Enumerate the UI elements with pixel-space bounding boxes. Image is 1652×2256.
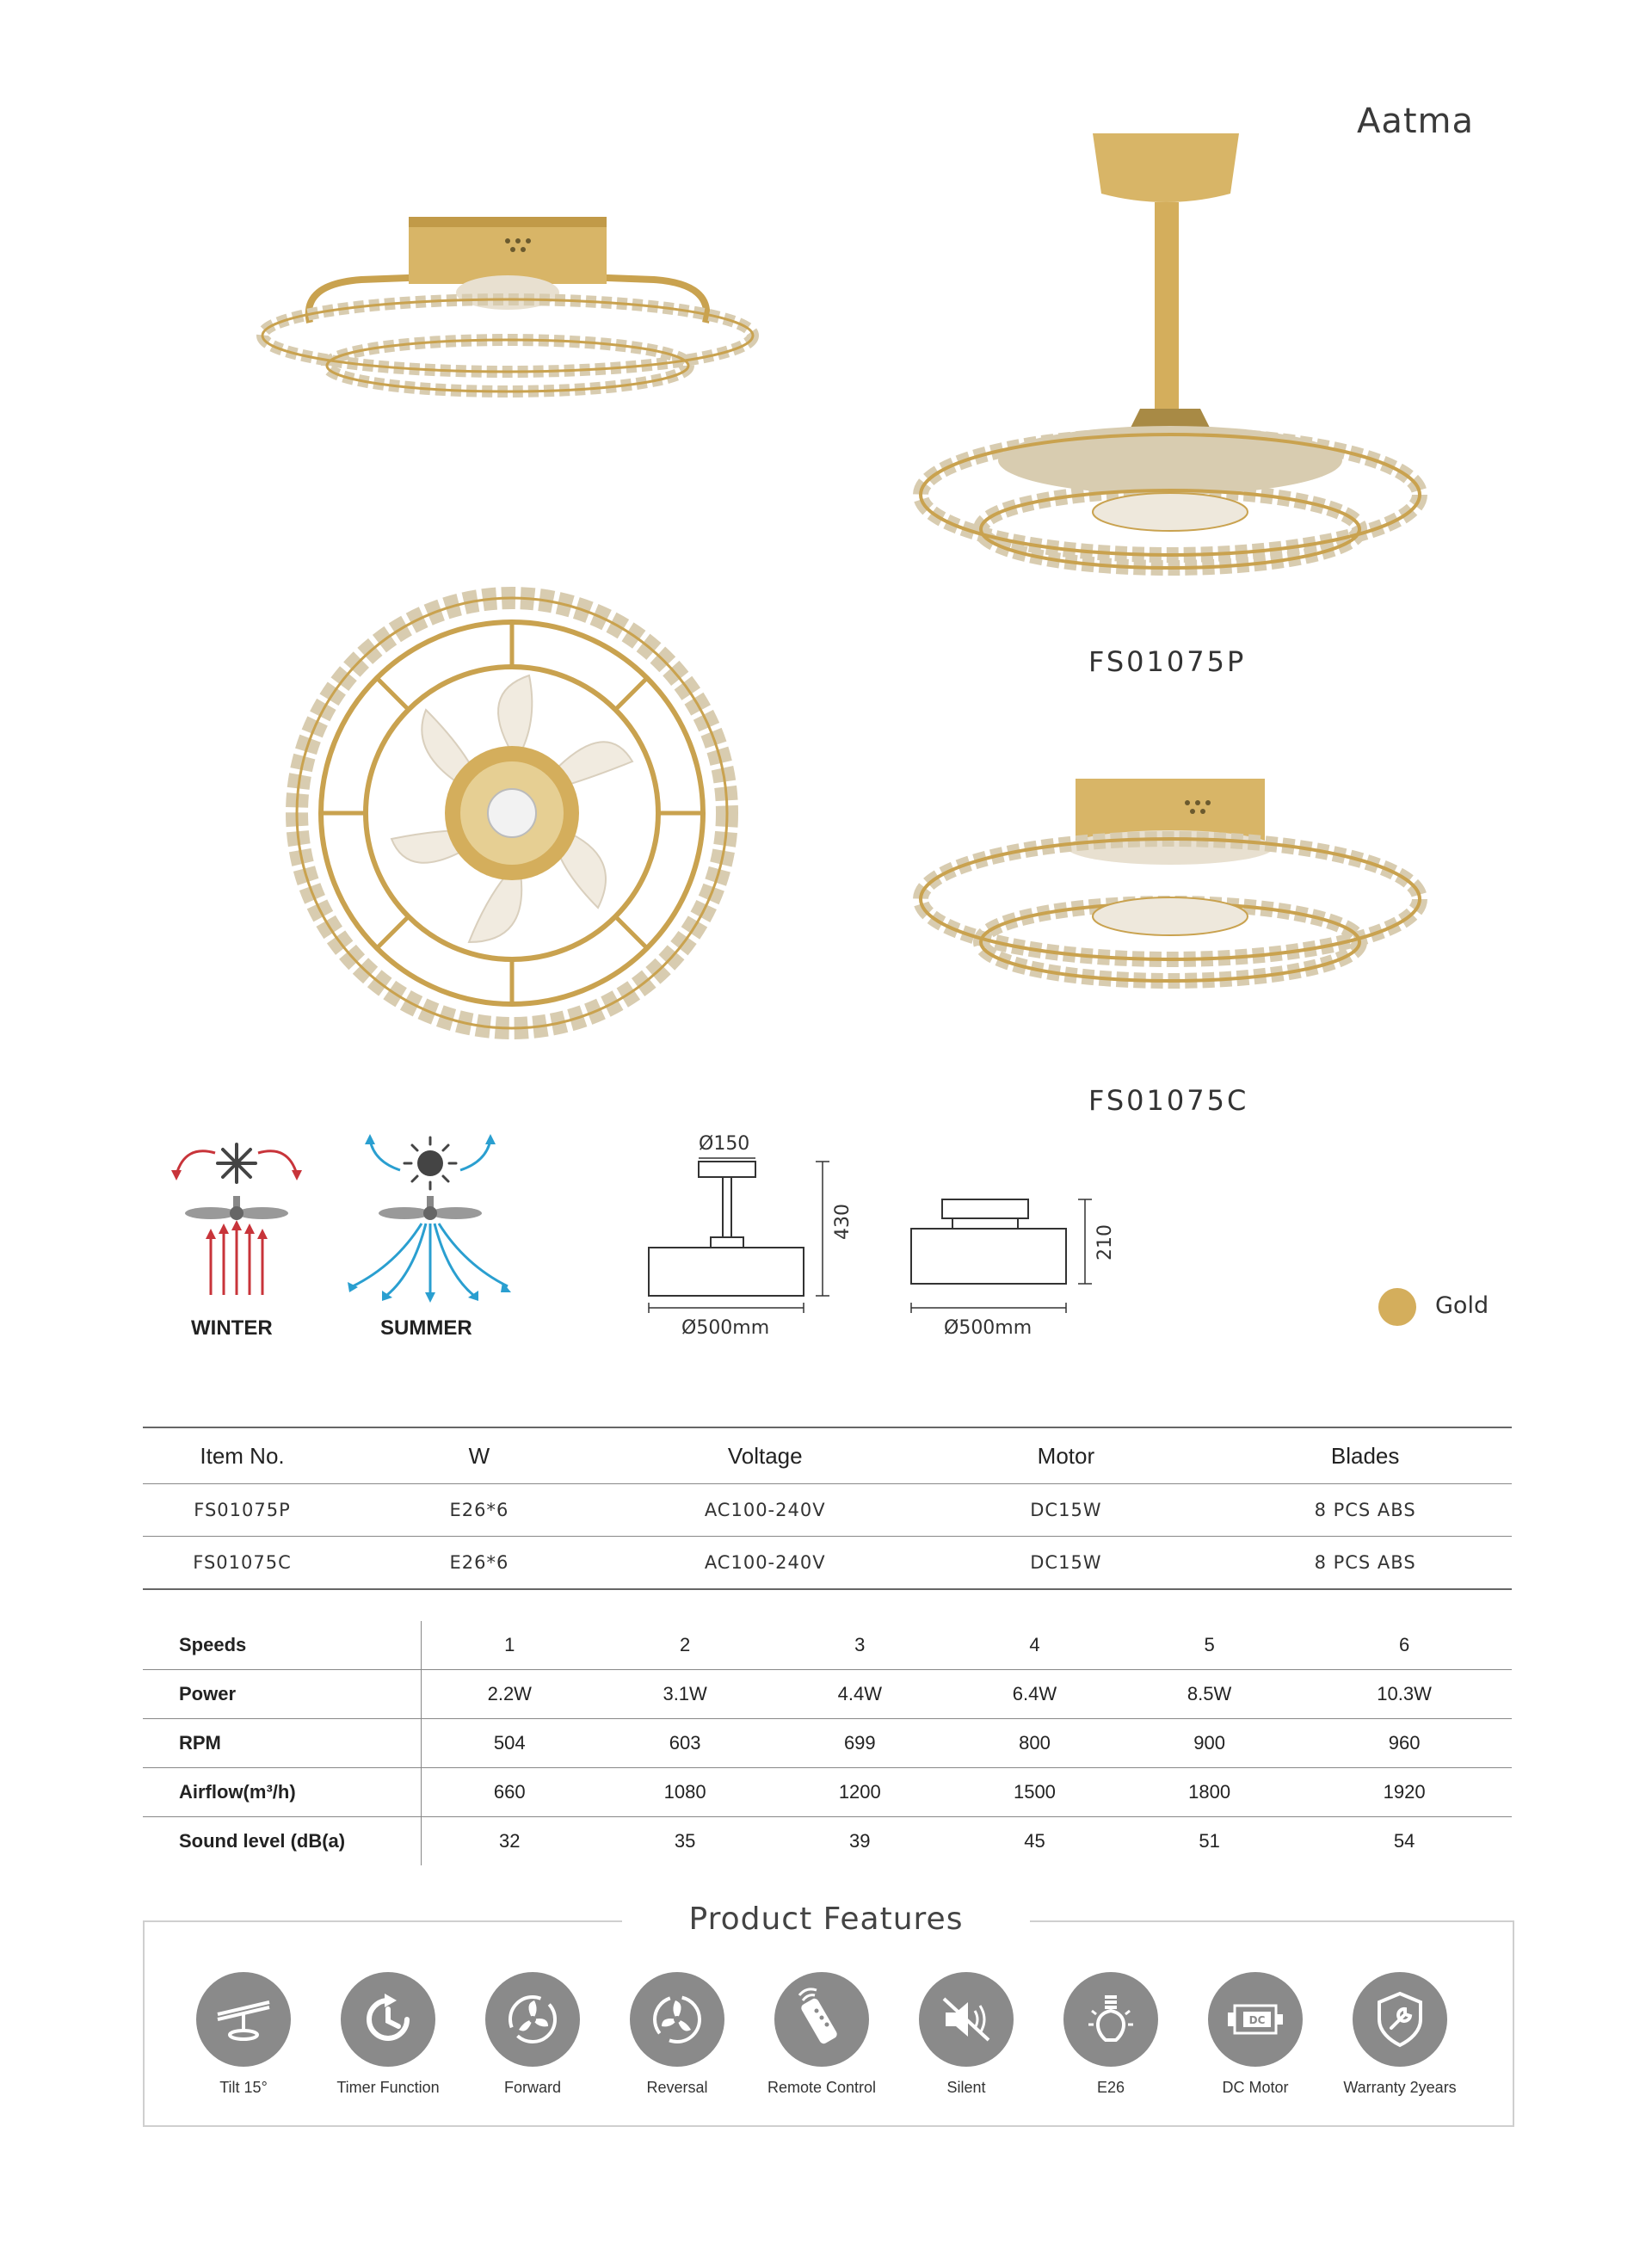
perf-cell: 1 (422, 1621, 598, 1670)
spec-header-voltage: Voltage (617, 1427, 914, 1484)
pendant-height-dimension: 430 (832, 1204, 854, 1240)
ceiling-height-dimension: 210 (1094, 1224, 1116, 1261)
perf-cell: 660 (422, 1768, 598, 1817)
product-image-flush-side (241, 206, 774, 447)
perf-cell: 6.4W (947, 1670, 1122, 1719)
perf-cell: 8.5W (1122, 1670, 1297, 1719)
feature-reversal (604, 1972, 750, 2097)
perf-cell: 51 (1199, 1830, 1220, 1852)
perf-cell: 4.4W (773, 1670, 947, 1719)
feature-label: Timer Function (336, 2079, 440, 2096)
perf-row-label: Sound level (dB(a) (143, 1817, 422, 1866)
performance-table (143, 1621, 1512, 1865)
spec-cell: FS01075P (143, 1484, 342, 1537)
perf-cell: 3 (773, 1621, 947, 1670)
features-title-text: Product Features (622, 1902, 1031, 1937)
product-image-pendant (903, 125, 1454, 607)
feature-label: Silent (946, 2079, 986, 2096)
reversal-fan-icon (630, 1972, 724, 2067)
feature-silent (893, 1972, 1039, 2097)
dimension-drawing-ceiling (899, 1187, 1123, 1346)
perf-cell: 35 (674, 1830, 696, 1852)
feature-label: Reversal (646, 2079, 708, 2096)
perf-cell: 504 (422, 1719, 598, 1768)
perf-cell: 900 (1122, 1719, 1297, 1768)
table-row (143, 1537, 1512, 1590)
pendant-canopy-dimension: Ø150 (699, 1133, 750, 1155)
perf-cell: 4 (947, 1621, 1122, 1670)
spec-header-motor: Motor (914, 1427, 1219, 1484)
dc-badge-text: DC (1248, 2014, 1266, 2026)
feature-tilt (170, 1972, 317, 2097)
feature-label: Forward (503, 2079, 561, 2096)
spec-cell: AC100-240V (617, 1537, 914, 1590)
feature-e26 (1038, 1972, 1184, 2097)
spec-header-item: Item No. (143, 1427, 342, 1484)
winter-label: WINTER (191, 1316, 273, 1340)
perf-cell: 2 (598, 1621, 773, 1670)
perf-cell: 1080 (598, 1768, 773, 1817)
finish-label: Gold (1435, 1292, 1489, 1319)
table-row (143, 1719, 1512, 1768)
spec-cell: DC15W (914, 1484, 1219, 1537)
perf-row-label: Airflow(m³/h) (143, 1768, 422, 1817)
perf-row-label: RPM (143, 1719, 422, 1768)
perf-cell: 6 (1297, 1621, 1512, 1670)
dimension-drawing-pendant (637, 1127, 860, 1346)
perf-cell: 39 (849, 1830, 871, 1852)
product-image-top-view (280, 581, 744, 1045)
tilt-icon (196, 1972, 291, 2067)
features-title (0, 1902, 1652, 1937)
feature-label: DC Motor (1222, 2079, 1289, 2096)
product-image-flush (903, 770, 1437, 1028)
feature-timer (315, 1972, 461, 2097)
summer-mode-diagram (344, 1127, 516, 1311)
warranty-icon (1353, 1972, 1447, 2067)
perf-cell: 10.3W (1297, 1670, 1512, 1719)
perf-cell: 5 (1122, 1621, 1297, 1670)
feature-label: Warranty 2years (1343, 2079, 1457, 2096)
feature-label: Tilt 15° (219, 2079, 268, 2096)
spec-cell: E26*6 (342, 1537, 617, 1590)
perf-cell: 1200 (773, 1768, 947, 1817)
perf-row-label: Speeds (143, 1621, 422, 1670)
perf-cell: 1500 (947, 1768, 1122, 1817)
remote-icon (774, 1972, 869, 2067)
silent-icon (919, 1972, 1014, 2067)
snowflake-icon (218, 1144, 256, 1182)
spec-cell: AC100-240V (617, 1484, 914, 1537)
model-label-ceiling: FS01075C (1088, 1084, 1249, 1117)
sun-icon (404, 1137, 456, 1189)
table-row (143, 1484, 1512, 1537)
model-label-pendant: FS01075P (1088, 645, 1247, 678)
perf-cell: 32 (499, 1830, 521, 1852)
perf-cell: 2.2W (422, 1670, 598, 1719)
summer-label: SUMMER (380, 1316, 472, 1340)
spec-cell: FS01075C (143, 1537, 342, 1590)
spec-cell: E26*6 (342, 1484, 617, 1537)
spec-header-w: W (342, 1427, 617, 1484)
pendant-diameter-dimension: Ø500mm (681, 1317, 770, 1339)
feature-forward (459, 1972, 606, 2097)
perf-cell: 54 (1393, 1830, 1415, 1852)
feature-dc-motor (1182, 1972, 1328, 2097)
perf-cell: 45 (1024, 1830, 1045, 1852)
perf-cell: 1920 (1297, 1768, 1512, 1817)
ceiling-diameter-dimension: Ø500mm (944, 1317, 1032, 1339)
perf-row-label: Power (143, 1670, 422, 1719)
winter-mode-diagram (168, 1127, 314, 1311)
table-row (143, 1817, 1512, 1866)
perf-cell: 3.1W (598, 1670, 773, 1719)
feature-label: Remote Control (767, 2079, 877, 2096)
finish-swatch-gold (1378, 1288, 1416, 1326)
perf-cell: 1800 (1122, 1768, 1297, 1817)
timer-icon (341, 1972, 435, 2067)
forward-fan-icon (485, 1972, 580, 2067)
spec-cell: 8 PCS ABS (1218, 1484, 1512, 1537)
dc-motor-icon (1208, 1972, 1303, 2067)
perf-cell: 603 (598, 1719, 773, 1768)
table-row (143, 1670, 1512, 1719)
perf-cell: 960 (1297, 1719, 1512, 1768)
perf-cell: 699 (773, 1719, 947, 1768)
spec-table (143, 1427, 1512, 1590)
perf-cell: 800 (947, 1719, 1122, 1768)
feature-label: E26 (1096, 2079, 1125, 2096)
bulb-icon (1063, 1972, 1158, 2067)
spec-cell: DC15W (914, 1537, 1219, 1590)
feature-warranty (1327, 1972, 1473, 2097)
brand-name: Aatma (1356, 102, 1474, 141)
spec-table-header (143, 1427, 1512, 1484)
feature-remote (749, 1972, 895, 2097)
spec-header-blades: Blades (1218, 1427, 1512, 1484)
table-row (143, 1768, 1512, 1817)
spec-cell: 8 PCS ABS (1218, 1537, 1512, 1590)
table-row (143, 1621, 1512, 1670)
